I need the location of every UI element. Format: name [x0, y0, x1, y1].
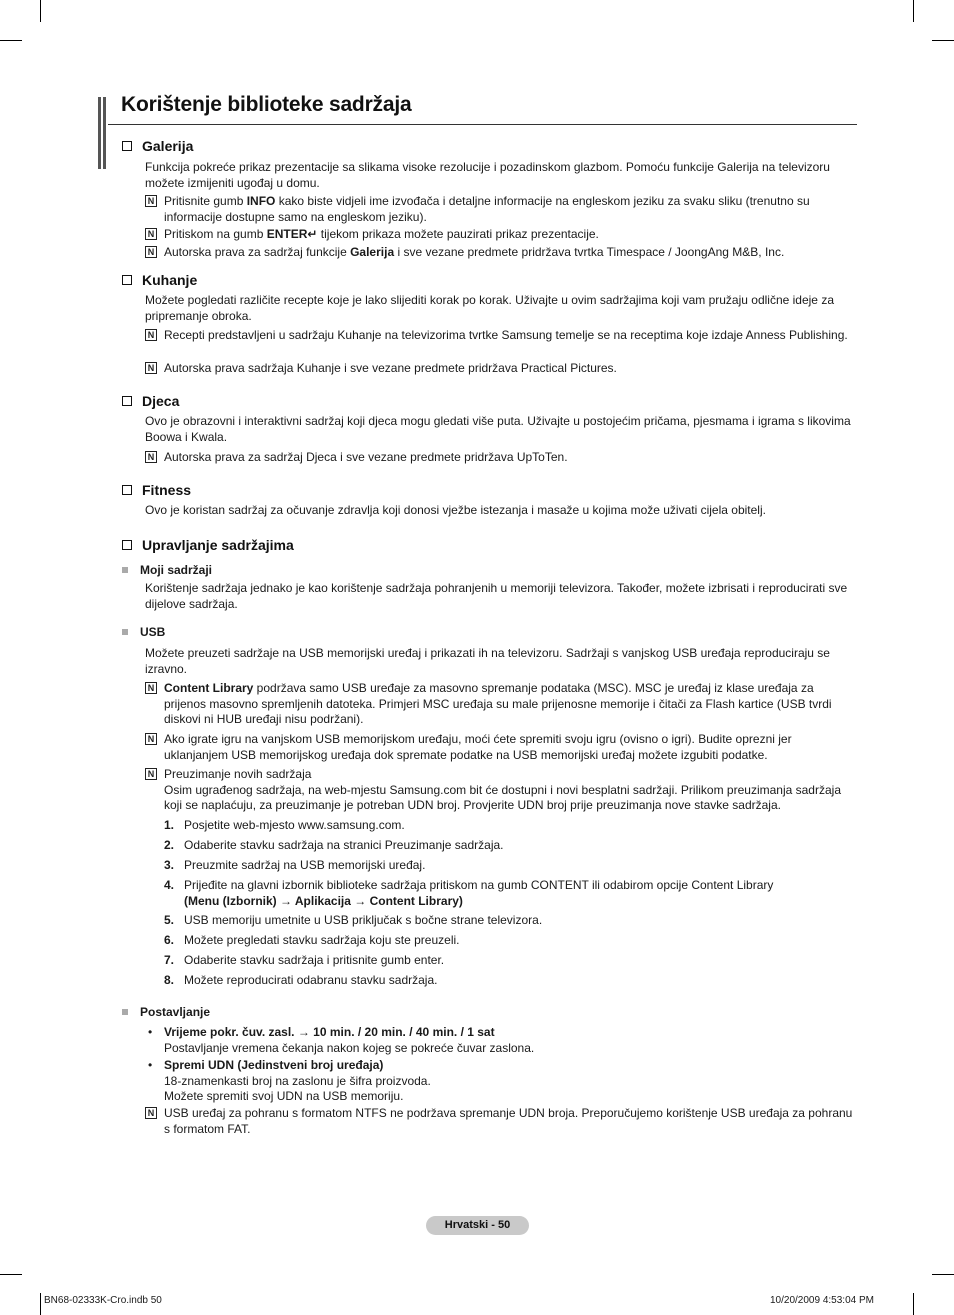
- djeca-note: N Autorska prava za sadržaj Djeca i sve vezane predmete pridržava UpToTen.: [145, 450, 857, 466]
- page-number-badge: Hrvatski - 50: [426, 1216, 529, 1235]
- crop-mark: [0, 40, 22, 41]
- title-rule: [108, 124, 857, 125]
- note-icon: N: [145, 246, 157, 258]
- crop-mark: [932, 1274, 954, 1275]
- note-icon: N: [145, 362, 157, 374]
- square-bullet-icon: [122, 629, 128, 635]
- postavljanje-note: N USB uređaj za pohranu s formatom NTFS ne podržava spremanje UDN broja. Preporučujemo korištenje USB uređaja za pohranu s formatom FAT.: [145, 1106, 857, 1137]
- file-info: BN68-02333K-Cro.indb 50: [44, 1295, 162, 1306]
- step-item: 8. Možete reproducirati odabranu stavku sadržaja.: [164, 973, 438, 987]
- step-item: 7. Odaberite stavku sadržaja i pritisnite gumb enter.: [164, 953, 445, 967]
- checkbox-icon: [122, 485, 132, 495]
- note-icon: N: [145, 195, 157, 207]
- step-item: 4. Prijeđite na glavni izbornik biblioteke sadržaja pritiskom na gumb CONTENT ili odabirom opcije Content Library (Menu (Izbornik) → Aplikacija → Content Library): [164, 878, 774, 908]
- usb-note: N Preuzimanje novih sadržaja Osim ugrađenog sadržaja, na web-mjestu Samsung.com bit će dostupni i novi besplatni sadržaji. Prilikom preuzimanja sadržaja koji se naplaćuju, za preuzimanje je potreban UDN broj. Provjerite UDN broj prije preuzimanja nove stavke sadržaja.: [145, 767, 857, 814]
- note-icon: N: [145, 1107, 157, 1119]
- step-item: 2. Odaberite stavku sadržaja na stranici Preuzimanje sadržaja.: [164, 838, 504, 852]
- crop-mark: [932, 40, 954, 41]
- step-item: 3. Preuzmite sadržaj na USB memorijski uređaj.: [164, 858, 426, 872]
- usb-body: Možete preuzeti sadržaje na USB memorijski uređaj i prikazati ih na televizoru. Sadržaji s vanjskog USB uređaja reproduciraju se izravno.: [145, 646, 830, 676]
- crop-mark: [40, 1293, 41, 1315]
- crop-mark: [913, 0, 914, 22]
- kuhanje-note: N Autorska prava sadržaja Kuhanje i sve vezane predmete pridržava Practical Pictures.: [145, 361, 857, 377]
- note-icon: N: [145, 768, 157, 780]
- section-heading-djeca: Djeca: [122, 393, 179, 409]
- crop-mark: [40, 0, 41, 22]
- checkbox-icon: [122, 540, 132, 550]
- galerija-body: Funkcija pokreće prikaz prezentacije sa slikama visoke rezolucije i pozadinskom glazbom. Pomoću funkcije Galerija na televizoru možete izmijeniti ugođaj u domu.: [145, 160, 830, 190]
- checkbox-icon: [122, 141, 132, 151]
- note-icon: N: [145, 733, 157, 745]
- note-icon: N: [145, 682, 157, 694]
- galerija-note: N Autorska prava za sadržaj funkcije Galerija i sve vezane predmete pridržava tvrtka Timespace / JoongAng M&B, Inc.: [145, 245, 857, 261]
- subheading-postavljanje: Postavljanje: [122, 1005, 210, 1019]
- note-icon: N: [145, 228, 157, 240]
- usb-note: N Ako igrate igru na vanjskom USB memorijskom uređaju, moći ćete spremiti svoju igru (ovisno o igri). Budite oprezni jer uklanjanjem USB memorijskog uređaja dok spremate podatke na USB memorijski uređaj možete izgubiti podatke.: [145, 732, 857, 763]
- subheading-moji-sadrzaji: Moji sadržaji: [122, 563, 212, 577]
- step-item: 1. Posjetite web-mjesto www.samsung.com.: [164, 818, 405, 832]
- kuhanje-note: N Recepti predstavljeni u sadržaju Kuhanje na televizorima tvrtke Samsung temelje se na receptima koje izdaje Anness Publishing.: [145, 328, 857, 344]
- crop-mark: [0, 1274, 22, 1275]
- checkbox-icon: [122, 275, 132, 285]
- moji-body: Korištenje sadržaja jednako je kao korištenje sadržaja pohranjenih u memoriji televizora. Također, možete izbrisati i reproducirati sve dijelove sadržaja.: [145, 581, 848, 611]
- square-bullet-icon: [122, 1009, 128, 1015]
- kuhanje-body: Možete pogledati različite recepte koje je lako slijediti korak po korak. Uživajte u ovim sadržajima koji vam pružaju odlične ideje za pripremanje obroka.: [145, 293, 834, 323]
- step-item: 6. Možete pregledati stavku sadržaja koju ste preuzeli.: [164, 933, 460, 947]
- print-date: 10/20/2009 4:53:04 PM: [770, 1295, 874, 1306]
- usb-note: N Content Library podržava samo USB uređaje za masovno spremanje podataka (MSC). MSC je uređaj iz klase uređaja za prijenos masovno spremljenih datoteka. Primjeri MSC uređaja su male prijenosne memorije i čitači za Flash kartice (USB tvrdi diskovi ni HUB uređaji nisu podržani).: [145, 681, 857, 728]
- bullet-item: • Vrijeme pokr. čuv. zasl. → 10 min. / 20 min. / 40 min. / 1 sat Postavljanje vremena čekanja nakon kojeg se pokreće čuvar zaslona.: [148, 1025, 535, 1055]
- galerija-note: N Pritisnite gumb INFO kako biste vidjeli ime izvođača i detaljne informacije na engleskom jeziku za svaku sliku (trenutno su informacije dostupne samo na engleskom jeziku).: [145, 194, 857, 225]
- section-heading-kuhanje: Kuhanje: [122, 272, 197, 288]
- square-bullet-icon: [122, 567, 128, 573]
- note-icon: N: [145, 451, 157, 463]
- section-heading-fitness: Fitness: [122, 482, 191, 498]
- galerija-note: N Pritiskom na gumb ENTER↵ tijekom prikaza možete pauzirati prikaz prezentacije.: [145, 227, 857, 243]
- section-heading-upravljanje: Upravljanje sadržajima: [122, 537, 294, 553]
- bullet-item: • Spremi UDN (Jedinstveni broj uređaja) 18-znamenkasti broj na zaslonu je šifra proizvoda. Možete spremiti svoj UDN na USB memoriju.: [148, 1058, 431, 1103]
- djeca-body: Ovo je obrazovni i interaktivni sadržaj koji djeca mogu gledati više puta. Uživajte u postojećim pričama, pjesmama i igrama s likovima Boowa i Kwala.: [145, 414, 851, 444]
- section-heading-galerija: Galerija: [122, 138, 193, 154]
- checkbox-icon: [122, 396, 132, 406]
- note-icon: N: [145, 329, 157, 341]
- step-item: 5. USB memoriju umetnite u USB priključak s bočne strane televizora.: [164, 913, 543, 927]
- subheading-usb: USB: [122, 625, 165, 639]
- fitness-body: Ovo je koristan sadržaj za očuvanje zdravlja koji donosi vježbe istezanja i masaže u kojima može uživati cijela obitelj.: [145, 503, 766, 517]
- crop-mark: [913, 1293, 914, 1315]
- page-title: Korištenje biblioteke sadržaja: [121, 93, 412, 116]
